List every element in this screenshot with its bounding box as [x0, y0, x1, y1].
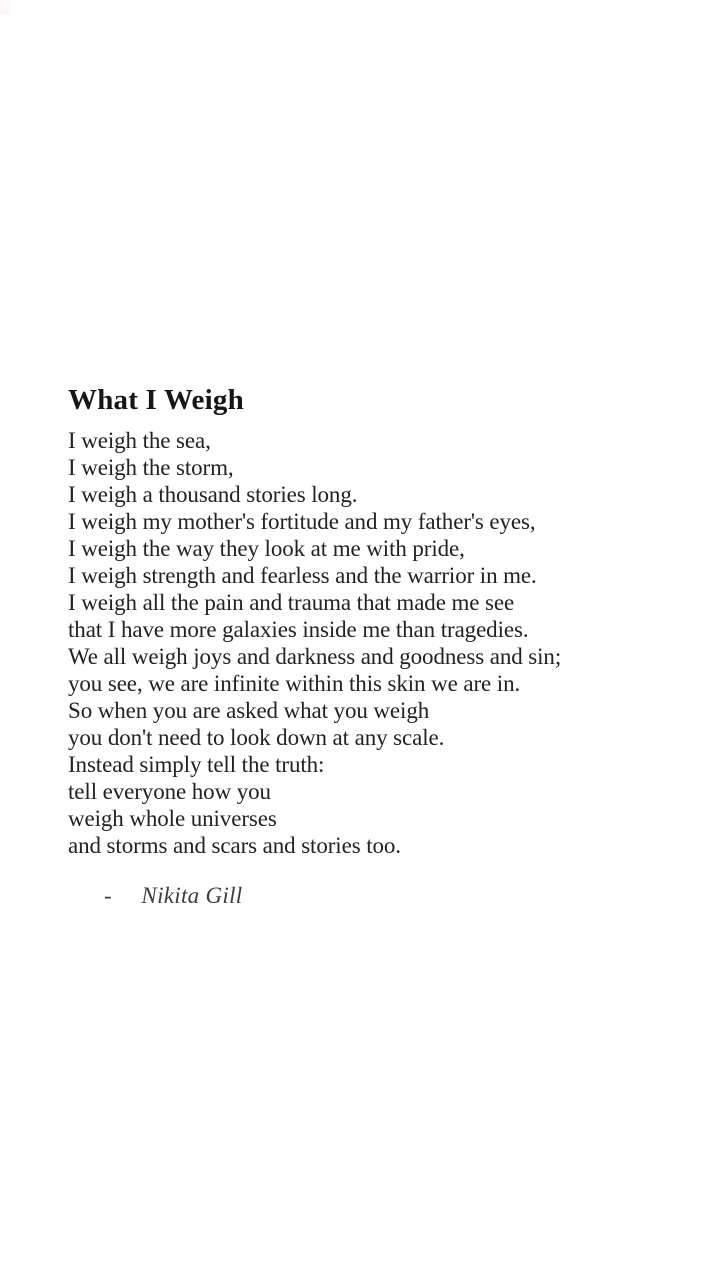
- poem-body: [68, 427, 561, 859]
- corner-tint: [0, 0, 12, 15]
- poem-line: I weigh my mother's fortitude and my father's eyes,: [68, 509, 536, 534]
- poem-line: Instead simply tell the truth:: [68, 752, 325, 777]
- attribution-dash: -: [104, 883, 112, 908]
- poem-line: I weigh strength and fearless and the warrior in me.: [68, 563, 537, 588]
- attribution: [68, 882, 242, 909]
- poem-line: tell everyone how you: [68, 779, 271, 804]
- poem-line: weigh whole universes: [68, 806, 277, 831]
- poem-line: I weigh a thousand stories long.: [68, 482, 358, 507]
- poem-title: What I Weigh: [68, 384, 244, 417]
- poem-line: I weigh the sea,: [68, 428, 211, 453]
- poem-line: I weigh the way they look at me with pride,: [68, 536, 465, 561]
- poem-line: that I have more galaxies inside me than tragedies.: [68, 617, 529, 642]
- attribution-author: Nikita Gill: [141, 883, 243, 908]
- poem-line: I weigh all the pain and trauma that made me see: [68, 590, 515, 615]
- poem-line: So when you are asked what you weigh: [68, 698, 430, 723]
- poem-line: and storms and scars and stories too.: [68, 833, 401, 858]
- poem-line: I weigh the storm,: [68, 455, 234, 480]
- poem-line: you see, we are infinite within this skin we are in.: [68, 671, 521, 696]
- poem-line: you don't need to look down at any scale.: [68, 725, 445, 750]
- poem-line: We all weigh joys and darkness and goodness and sin;: [68, 644, 562, 669]
